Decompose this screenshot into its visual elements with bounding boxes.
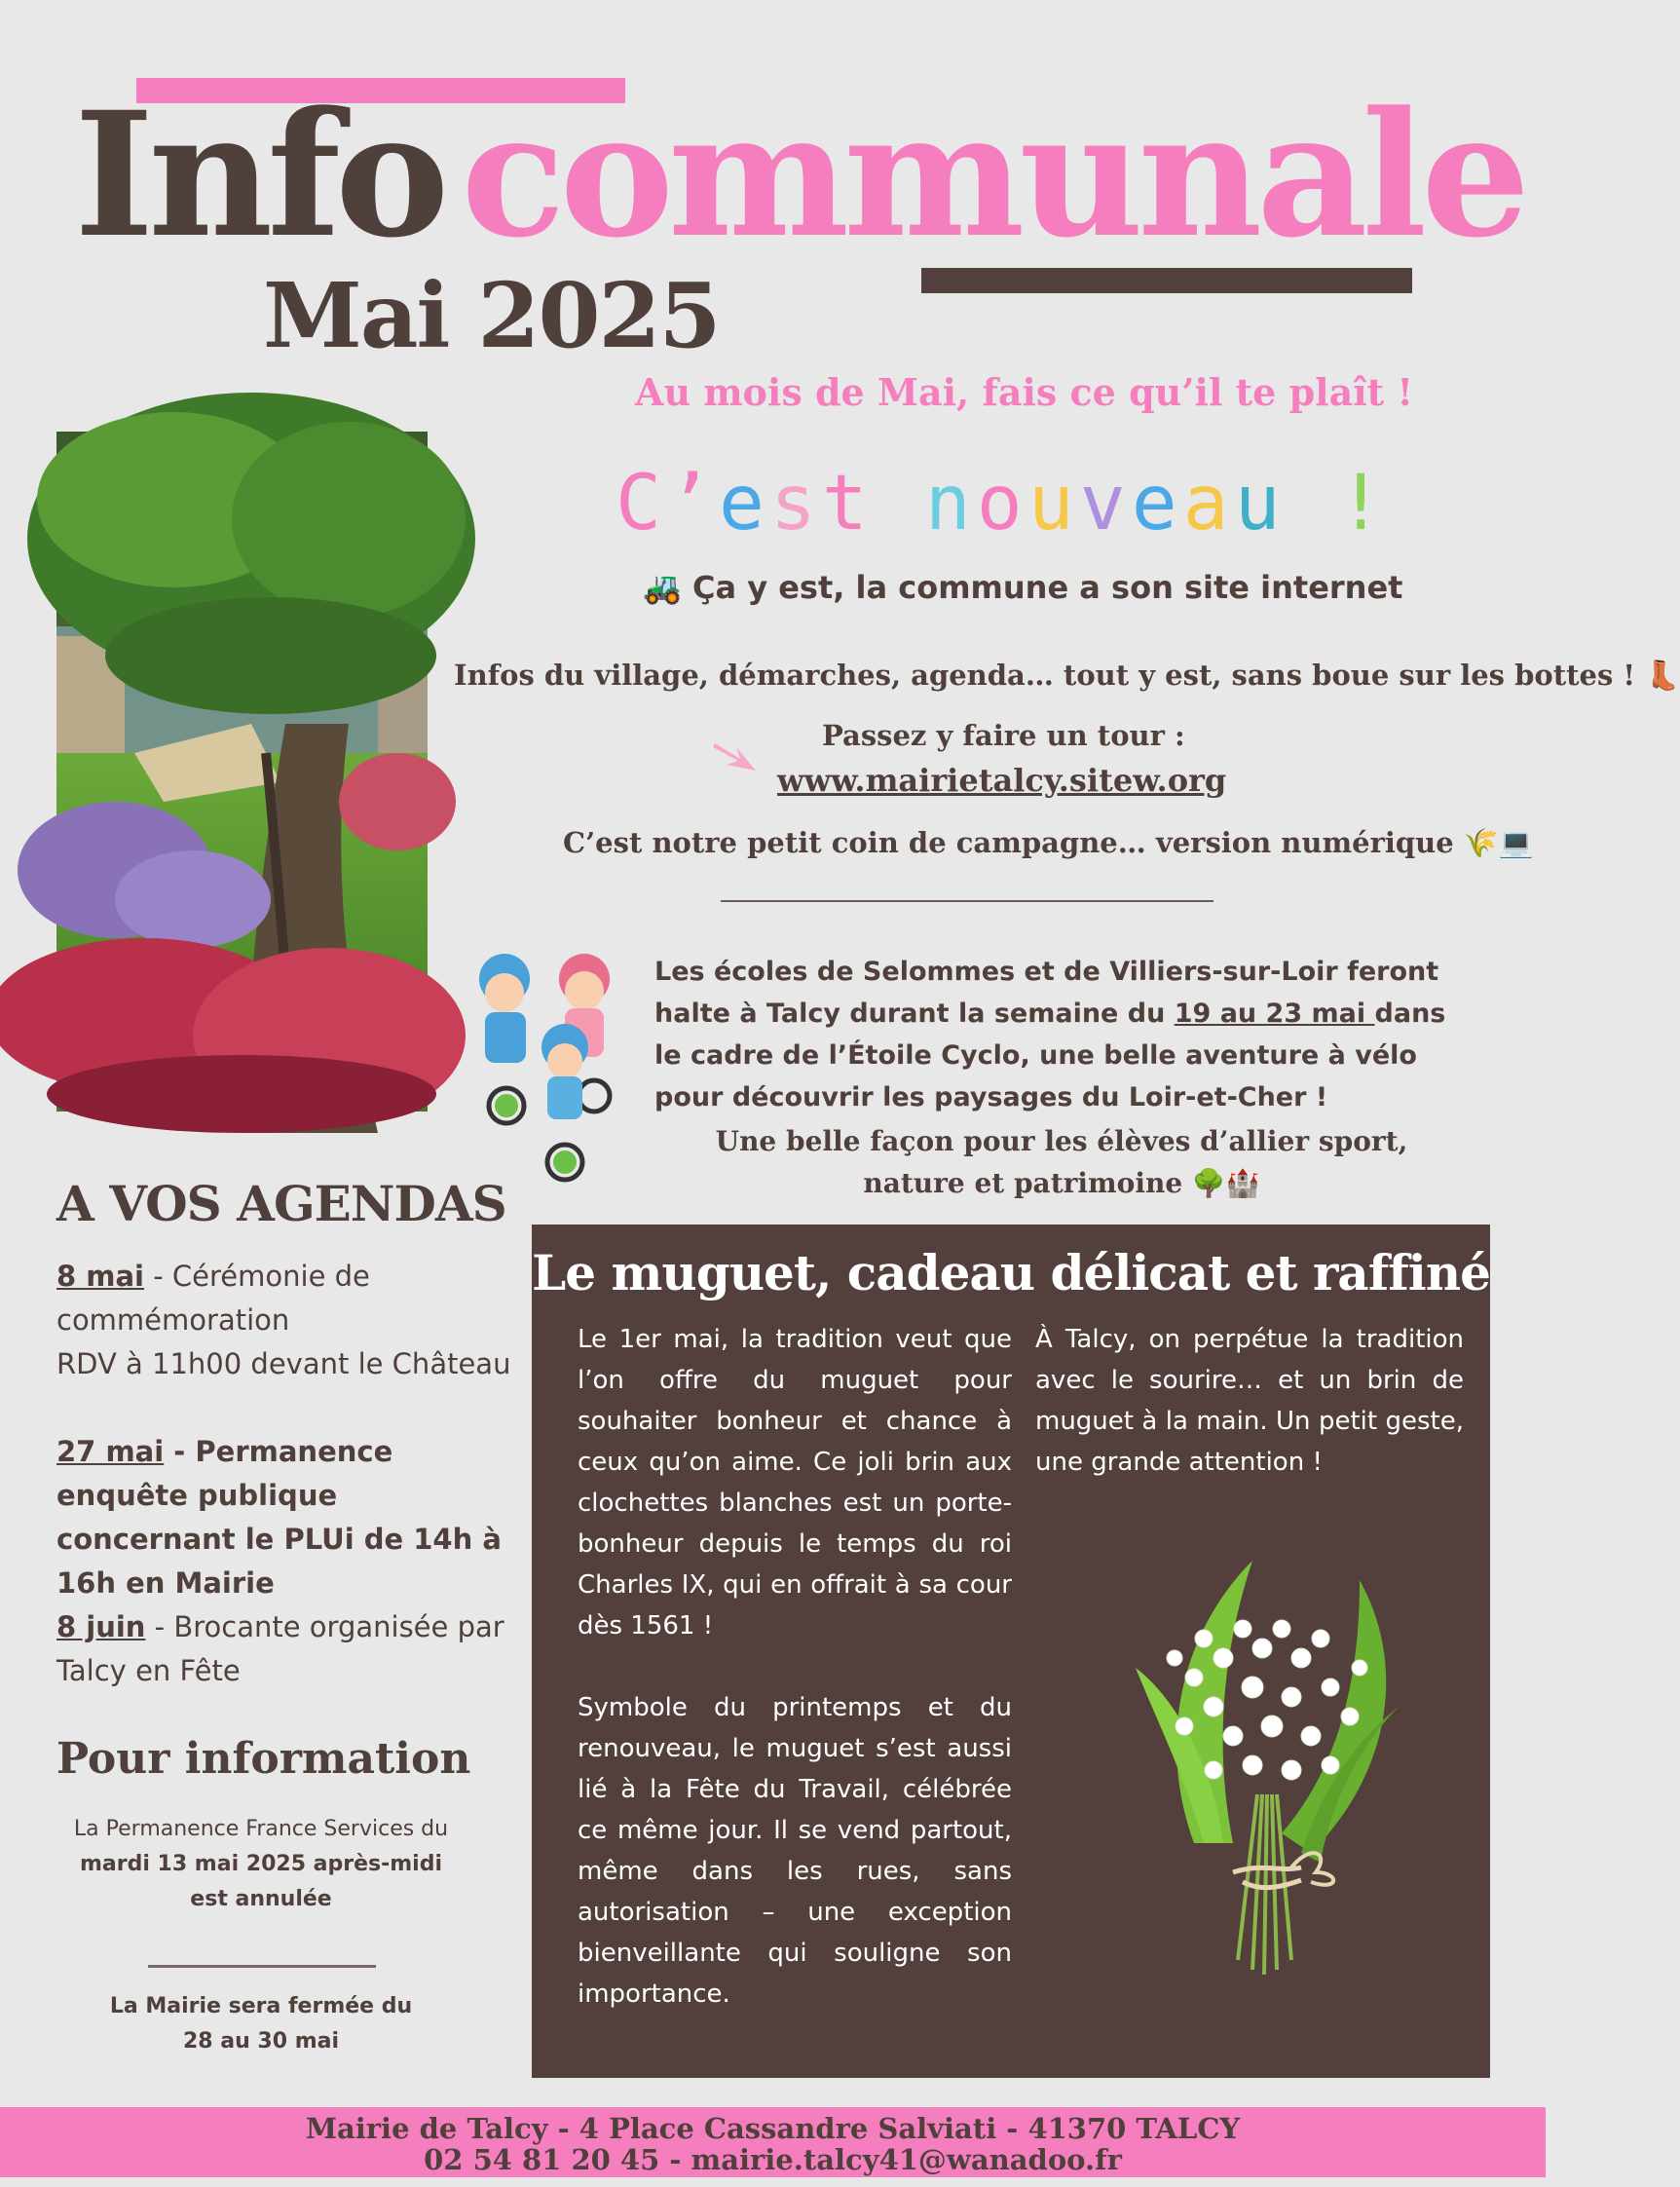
agenda-title: A VOS AGENDAS (56, 1175, 506, 1232)
information-title: Pour information (56, 1734, 471, 1784)
garden-photo (56, 432, 428, 1112)
heading-letter (874, 460, 925, 547)
website-link[interactable]: www.mairietalcy.sitew.org (777, 762, 1227, 799)
agenda-text: - Brocante organisée par Talcy en Fête (56, 1610, 504, 1687)
tagline: Au mois de Mai, fais ce qu’il te plaît ! (635, 370, 1414, 414)
heading-letter: ’ (666, 460, 719, 547)
agenda-item (56, 1255, 514, 1386)
tractor-icon: 🚜 (643, 569, 692, 606)
agenda-text: - Cérémonie de commémoration (56, 1260, 370, 1337)
muguet-paragraph: À Talcy, on perpétue la tradition avec le sourire… et un brin de muguet à la main. Un petit geste, une grande attention ! (1035, 1325, 1464, 1477)
permanence-line1: La Permanence France Services du (73, 1817, 449, 1841)
tree-castle-icon: 🌳🏰 (1182, 1167, 1260, 1199)
heading-letter: C (616, 460, 667, 547)
agenda-date: 8 juin (56, 1610, 146, 1643)
heading-letter: s (769, 460, 822, 547)
site-announcement (643, 569, 1402, 606)
heading-letter: e (1131, 460, 1183, 547)
heading-letter: ! (1337, 460, 1390, 547)
cyclo-text-after: dans le cadre de l’Étoile Cyclo, une belle aventure à vélo pour découvrir les paysages du Loir-et-Cher ! (654, 999, 1446, 1112)
heading-letter: u (1234, 460, 1287, 547)
permanence-line3: est annulée (190, 1887, 332, 1911)
divider (721, 900, 1213, 902)
page-title (74, 74, 1525, 276)
muguet-column-right (1035, 1319, 1464, 1483)
page-subtitle: Mai 2025 (263, 263, 720, 368)
divider (148, 1965, 376, 1968)
campagne-text: C’est notre petit coin de campagne… version numérique (563, 826, 1454, 859)
agenda-date: 27 mai (56, 1435, 165, 1468)
agenda-item (56, 1605, 514, 1693)
heading-letter: a (1182, 460, 1235, 547)
campagne-line (563, 826, 1534, 860)
muguet-title: Le muguet, cadeau délicat et raffiné (532, 1244, 1490, 1301)
infos-line-text: Infos du village, démarches, agenda… tout y est, sans boue sur les bottes ! (454, 659, 1636, 692)
title-info: Info (74, 74, 444, 276)
muguet-panel (532, 1225, 1490, 2078)
heading-letter: u (1027, 460, 1080, 547)
cyclo-paragraph (654, 951, 1473, 1118)
agenda-date: 8 mai (56, 1260, 145, 1293)
heading-letter: t (821, 460, 874, 547)
cyclists-illustration (467, 950, 633, 1193)
heading-letter: e (718, 460, 770, 547)
infos-line (454, 659, 1680, 693)
muguet-paragraph: Symbole du printemps et du renouveau, le muguet s’est aussi lié à la Fête du Travail, célébrée ce même jour. Il se vend partout, même dans les rues, sans autorisation – une exception bienveillante qui souligne son importance. (578, 1693, 1012, 2009)
arrow-icon (711, 737, 760, 780)
mairie-closed-notice (56, 1989, 466, 2059)
nouveau-heading (616, 460, 1390, 547)
heading-letter: v (1079, 460, 1132, 547)
cyclo-text-before: Les écoles de Selommes et de Villiers-sur-Loir feront halte à Talcy durant la semaine du (654, 957, 1439, 1029)
title-communale: communale (461, 74, 1525, 276)
cyclo-dates: 19 au 23 mai (1174, 999, 1375, 1029)
lily-of-the-valley-image (1116, 1551, 1408, 1980)
passez-text: Passez y faire un tour : (822, 719, 1185, 752)
permanence-line2: mardi 13 mai 2025 après-midi (79, 1852, 443, 1876)
muguet-column-left (578, 1319, 1012, 2015)
heading-letter: n (924, 460, 977, 547)
boot-icon: 👢 (1635, 659, 1680, 692)
site-announcement-text: Ça y est, la commune a son site internet (691, 569, 1403, 606)
agenda-item (56, 1430, 514, 1605)
wheat-laptop-icon: 🌾💻 (1453, 826, 1535, 859)
muguet-paragraph: Le 1er mai, la tradition veut que l’on offre du muguet pour souhaiter bonheur et chance à ceux qu’on aime. Ce joli brin aux clochettes blanches est un porte-bonheur depuis le temps du roi Charles IX, qui en offrait à sa cour dès 1561 ! (578, 1325, 1012, 1640)
closed-line1: La Mairie sera fermée du (109, 1994, 413, 2018)
permanence-notice (56, 1812, 466, 1917)
heading-letter (1287, 460, 1338, 547)
footer-address: Mairie de Talcy - 4 Place Cassandre Salviati - 41370 TALCY (305, 2112, 1241, 2145)
closed-line2: 28 au 30 mai (182, 2029, 340, 2054)
belle-facon-text: Une belle façon pour les élèves d’allier sport, nature et patrimoine (715, 1125, 1408, 1199)
agenda-text: - Permanence enquête publique concernant le PLUi de 14h à 16h en Mairie (56, 1435, 502, 1600)
footer-contact: 02 54 81 20 45 - mairie.talcy41@wanadoo.fr (424, 2143, 1122, 2176)
belle-facon (682, 1120, 1441, 1204)
heading-letter: o (976, 460, 1028, 547)
agenda-text-line2: RDV à 11h00 devant le Château (56, 1347, 511, 1380)
